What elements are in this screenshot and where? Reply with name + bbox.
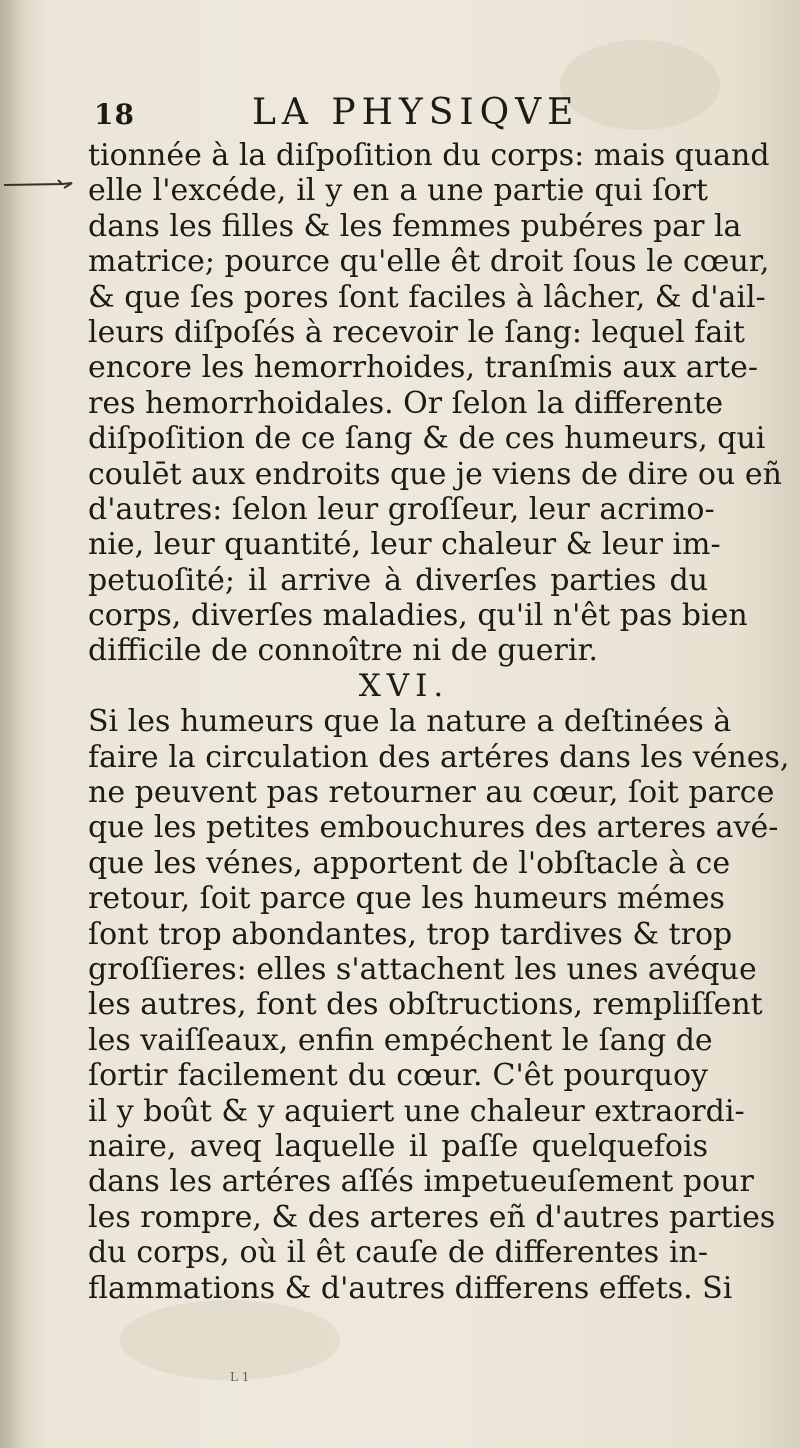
running-title: LA PHYSIQVE: [252, 92, 580, 133]
text-line: leurs diſpoſés à recevoir le ſang: lequel fait: [88, 314, 745, 350]
text-line: matrice; pource qu'elle êt droit ſous le cœur,: [88, 244, 770, 280]
text-line: dans les filles & les femmes pubéres par la: [88, 208, 742, 244]
text-line: flammations & d'autres differens effets. Si: [88, 1270, 733, 1306]
text-line: les vaiſſeaux, enfin empéchent le ſang de: [88, 1022, 713, 1058]
text-line: les rompre, & des arteres eñ d'autres parties: [88, 1199, 776, 1235]
text-line: faire la circulation des artéres dans les vénes,: [88, 739, 790, 775]
text-line: encore les hemorrhoides, tranſmis aux arte-: [88, 350, 759, 386]
text-line: dans les artéres aſſés impetueuſement pour: [88, 1164, 754, 1200]
text-line: ſont trop abondantes, trop tardives & trop: [88, 916, 733, 952]
text-line: ſortir facilement du cœur. C'êt pourquoy: [88, 1058, 708, 1094]
running-head: [80, 92, 720, 136]
text-line: Si les humeurs que la nature a deſtinées à: [88, 704, 732, 740]
text-line: nie, leur quantité, leur chaleur & leur im-: [88, 527, 721, 563]
page-gutter-shadow: [0, 0, 22, 1448]
section-heading: XVI.: [358, 667, 450, 704]
text-line: il y boût & y aquiert une chaleur extraordi-: [88, 1093, 745, 1129]
paper-stain: [120, 1300, 340, 1380]
text-line: retour, ſoit parce que les humeurs mémes: [88, 881, 725, 917]
text-line: tionnée à la diſpoſition du corps: mais quand: [88, 138, 770, 173]
text-line: que les petites embouchures des arteres avé-: [88, 810, 779, 846]
text-line: & que ſes pores ſont faciles à lâcher, & d'ail-: [88, 279, 766, 315]
text-line: ne peuvent pas retourner au cœur, ſoit parce: [88, 775, 775, 811]
signature-mark: L 1: [230, 1370, 250, 1384]
text-line: petuoſité; il arrive à diverſes parties du: [88, 562, 708, 598]
text-line: elle l'excéde, il y en a une partie qui ſort: [88, 173, 708, 209]
text-line: d'autres: ſelon leur groſſeur, leur acrimo-: [88, 491, 715, 527]
page-number: 18: [94, 98, 135, 131]
text-line: les autres, font des obſtructions, rempliſſent: [88, 987, 763, 1023]
text-line: naire, aveq laquelle il paſſe quelquefois: [88, 1128, 708, 1164]
text-line: difficile de connoître ni de guerir.: [88, 633, 599, 669]
text-line: que les vénes, apportent de l'obſtacle à ce: [88, 845, 731, 881]
body-text: [88, 138, 790, 1306]
margin-arrow-mark: [2, 178, 78, 190]
text-line: diſpoſition de ce ſang & de ces humeurs, qui: [88, 421, 766, 457]
text-line: du corps, où il êt cauſe de differentes in-: [88, 1235, 708, 1271]
text-line: coulēt aux endroits que je viens de dire ou eñ: [88, 456, 782, 492]
text-line: corps, diverſes maladies, qu'il n'êt pas bien: [88, 598, 748, 634]
text-line: res hemorrhoidales. Or ſelon la differente: [88, 385, 724, 421]
text-line: groſſieres: elles s'attachent les unes avéque: [88, 951, 757, 987]
